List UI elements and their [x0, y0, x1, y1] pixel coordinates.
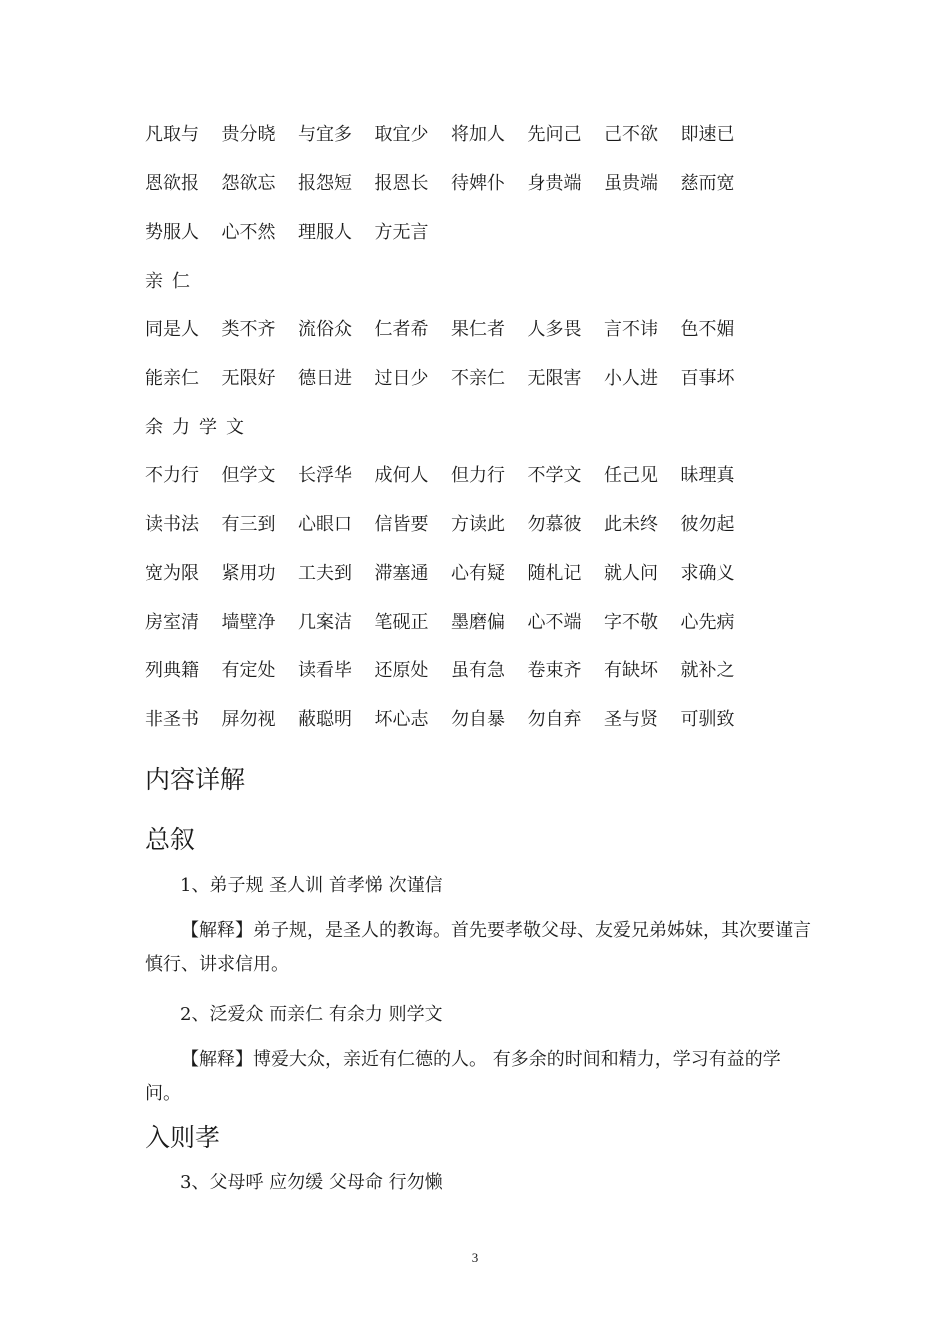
verse-phrase: 但力行: [451, 465, 505, 486]
verse-phrase: 就补之: [680, 660, 735, 681]
verse-phrase: 能亲仁: [145, 368, 199, 389]
verse-phrase: 报恩长: [374, 173, 429, 194]
verse-phrase: 人多畏: [527, 319, 582, 340]
verse-phrase: 有定处: [221, 660, 276, 681]
verse-phrase: 几案洁: [298, 612, 352, 633]
verse-phrase: 心眼口: [298, 514, 352, 535]
verse-phrase: 恩欲报: [145, 173, 199, 194]
verse-phrase: 屏勿视: [221, 709, 276, 730]
verse-phrase: 随札记: [527, 563, 582, 584]
verse-phrase: 贵分晓: [221, 124, 276, 145]
verse-phrase: 虽贵端: [604, 173, 658, 194]
verse-phrase: 字不敬: [604, 612, 658, 633]
verse-phrase: 任己见: [604, 465, 658, 486]
verse-phrase: 非圣书: [145, 709, 199, 730]
verse-phrase: 笔砚正: [374, 612, 429, 633]
verse-phrase: 百事坏: [680, 368, 735, 389]
detail-heading: 内容详解: [145, 765, 246, 794]
verse-phrase: 勿自暴: [451, 709, 505, 730]
verse-phrase: 就人问: [604, 563, 658, 584]
verse-phrase: 果仁者: [451, 319, 505, 340]
verse-phrase: 信皆要: [374, 514, 429, 535]
verse-phrase: 流俗众: [298, 319, 352, 340]
verse-phrase: 坏心志: [374, 709, 429, 730]
verse-phrase: 房室清: [145, 612, 199, 633]
explanation-1: 【解释】弟子规，是圣人的教诲。首先要孝敬父母、友爱兄弟姊妹，其次要谨言慎行、讲求信用。: [145, 920, 811, 975]
verse-phrase: 勿自弃: [527, 709, 582, 730]
explanation-2: 【解释】博爱大众，亲近有仁德的人。 有多余的时间和精力，学习有益的学问。: [145, 1049, 781, 1104]
verse-phrase: 怨欲忘: [221, 173, 276, 194]
verse-item-3: 3、父母呼 应勿缓 父母命 行勿懒: [180, 1172, 443, 1193]
verse-phrase: 同是人: [145, 319, 199, 340]
verse-phrase: 与宜多: [298, 124, 352, 145]
verse-phrase: 宽为限: [145, 563, 199, 584]
verse-phrase: 求确义: [680, 563, 735, 584]
verse-phrase: 不力行: [145, 465, 199, 486]
verse-phrase: 读书法: [145, 514, 199, 535]
verse-phrase: 先问己: [527, 124, 582, 145]
verse-phrase: 蔽聪明: [298, 709, 352, 730]
section-heading-ruzexiao: 入则孝: [145, 1123, 221, 1152]
verse-phrase: 长浮华: [298, 465, 352, 486]
verse-phrase: 不亲仁: [451, 368, 505, 389]
section-label-yulixuewen: 余力学文: [145, 417, 253, 438]
verse-phrase: 方无言: [374, 222, 429, 243]
verse-phrase: 还原处: [374, 660, 429, 681]
verse-phrase: 类不齐: [221, 319, 276, 340]
verse-phrase: 色不媚: [680, 319, 735, 340]
verse-phrase: 卷束齐: [527, 660, 582, 681]
verse-phrase: 无限害: [527, 368, 582, 389]
verse-phrase: 取宜少: [374, 124, 429, 145]
verse-phrase: 理服人: [298, 222, 352, 243]
verse-phrase: 报怨短: [298, 173, 352, 194]
verse-phrase: 圣与贤: [604, 709, 658, 730]
verse-phrase: 紧用功: [221, 563, 276, 584]
verse-phrase: 无限好: [221, 368, 276, 389]
verse-phrase: 心有疑: [451, 563, 505, 584]
verse-phrase: 言不讳: [604, 319, 658, 340]
verse-phrase: 心先病: [680, 612, 735, 633]
verse-phrase: 德日进: [298, 368, 352, 389]
verse-phrase: 昧理真: [680, 465, 735, 486]
verse-phrase: 勿慕彼: [527, 514, 582, 535]
verse-phrase: 滞塞通: [374, 563, 429, 584]
verse-phrase: 有三到: [221, 514, 276, 535]
verse-item-2: 2、泛爱众 而亲仁 有余力 则学文: [180, 1004, 443, 1025]
verse-phrase: 可驯致: [680, 709, 735, 730]
verse-phrase: 即速已: [680, 124, 735, 145]
verse-phrase: 彼勿起: [680, 514, 735, 535]
verse-phrase: 凡取与: [145, 124, 199, 145]
page-number: 3: [471, 1250, 479, 1265]
verse-phrase: 小人进: [604, 368, 658, 389]
section-heading-zongxu: 总叙: [145, 825, 196, 854]
verse-phrase: 成何人: [374, 465, 429, 486]
verse-phrase: 将加人: [451, 124, 505, 145]
section-label-qinren: 亲仁: [145, 271, 199, 292]
verse-phrase: 虽有急: [451, 660, 505, 681]
verse-phrase: 过日少: [374, 368, 429, 389]
verse-phrase: 仁者希: [374, 319, 429, 340]
verse-phrase: 心不端: [527, 612, 582, 633]
verse-phrase: 方读此: [451, 514, 505, 535]
verse-phrase: 身贵端: [527, 173, 582, 194]
verse-phrase: 心不然: [221, 222, 276, 243]
verse-phrase: 不学文: [527, 465, 582, 486]
verse-phrase: 待婢仆: [451, 173, 505, 194]
verse-phrase: 此未终: [604, 514, 658, 535]
verse-phrase: 列典籍: [145, 660, 199, 681]
verse-phrase: 有缺坏: [604, 660, 658, 681]
verse-phrase: 势服人: [145, 222, 199, 243]
verse-phrase: 己不欲: [604, 124, 658, 145]
verse-phrase: 读看毕: [298, 660, 352, 681]
verse-phrase: 墙壁净: [221, 612, 276, 633]
verse-item-1: 1、弟子规 圣人训 首孝悌 次谨信: [180, 875, 443, 896]
verse-phrase: 慈而宽: [680, 173, 735, 194]
verse-phrase: 但学文: [221, 465, 276, 486]
verse-phrase: 工夫到: [298, 563, 352, 584]
verse-phrase: 墨磨偏: [451, 612, 505, 633]
